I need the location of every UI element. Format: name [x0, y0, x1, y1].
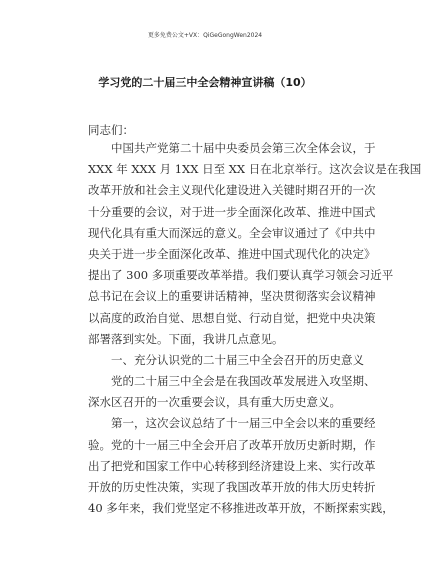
body-line: 总书记在会议上的重要讲话精神，坚决贯彻落实会议精神: [88, 289, 376, 304]
body-line: 以高度的政治自觉、思想自觉、行动自觉，把党中央决策: [88, 310, 376, 325]
body-line: 党的二十届三中全会是在我国改革发展进入攻坚期、: [111, 374, 376, 389]
body-line: 改革开放和社会主义现代化建设进入关键时期召开的一次: [88, 183, 376, 198]
document-body: [88, 138, 421, 519]
body-line: 第一，这次会议总结了十一届三中全会以来的重要经: [111, 416, 376, 431]
body-line: 验。党的十一届三中全会开启了改革开放历史新时期，作: [88, 437, 376, 452]
header-note: 更多免费公文+VX：QiGeGongWen2024: [147, 32, 263, 39]
document-title: 学习党的二十届三中全会精神宣讲稿（10）: [98, 76, 312, 89]
body-line: 央关于进一步全面深化改革、推进中国式现代化的决定》: [88, 246, 376, 261]
body-line: XXX 年 XXX 月 1XX 日至 XX 日在北京举行。这次会议是在我国: [88, 162, 421, 177]
body-line: 出了把党和国家工作中心转移到经济建设上来、实行改革: [88, 458, 376, 473]
body-line: 部署落到实处。下面，我讲几点意见。: [88, 331, 284, 346]
body-line: 40 多年来，我们党坚定不移推进改革开放，不断探索实践，: [88, 501, 394, 516]
body-line: 提出了 300 多项重要改革举措。我们要认真学习领会习近平: [88, 268, 394, 283]
body-line: 深水区召开的一次重要会议，具有重大历史意义。: [88, 395, 341, 410]
salutation: 同志们：: [88, 123, 134, 137]
body-line: 现代化具有重大而深远的意义。全会审议通过了《中共中: [88, 225, 376, 240]
body-line: 中国共产党第二十届中央委员会第三次全体会议，于: [111, 141, 376, 155]
body-line: 十分重要的会议，对于进一步全面深化改革、推进中国式: [88, 204, 376, 219]
body-line: 一、充分认识党的二十届三中全会召开的历史意义: [111, 352, 364, 367]
body-line: 开放的历史性决策，实现了我国改革开放的伟大历史转折: [88, 480, 376, 494]
